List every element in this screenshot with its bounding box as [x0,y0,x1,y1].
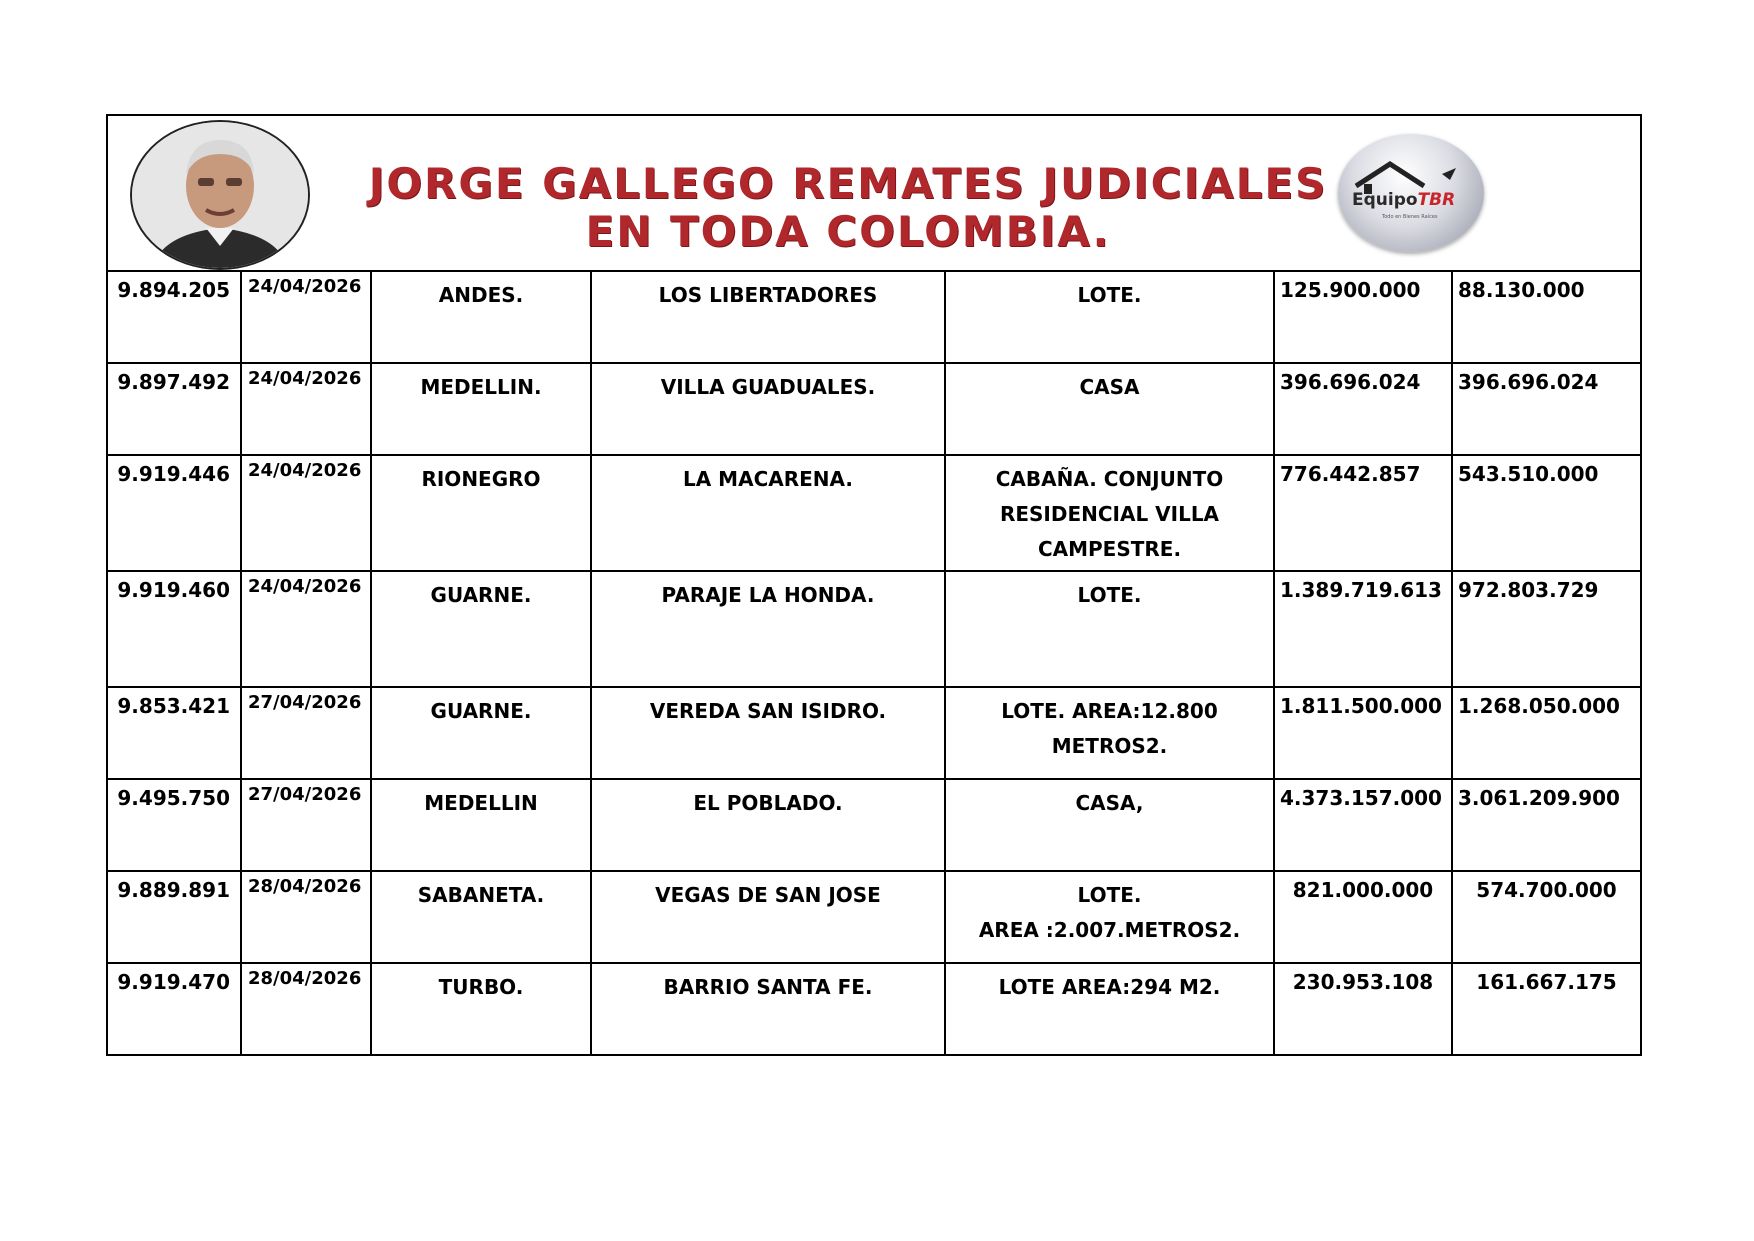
page-title [318,160,1378,256]
header-row [107,115,1641,271]
value2-cell: 161.667.175 [1452,963,1641,1055]
table-row [107,963,1641,1055]
code-cell: 9.919.470 [107,963,241,1055]
value2-cell: 972.803.729 [1452,571,1641,687]
value1-cell: 1.811.500.000 [1274,687,1452,779]
city-cell: GUARNE. [371,687,591,779]
table-row [107,363,1641,455]
property-cell: LOTE. [945,271,1274,363]
city-cell: GUARNE. [371,571,591,687]
city-cell: ANDES. [371,271,591,363]
brand-logo [1338,134,1484,252]
table-row [107,271,1641,363]
date-cell: 28/04/2026 [241,963,371,1055]
sector-cell: EL POBLADO. [591,779,945,871]
property-cell: CABAÑA. CONJUNTO RESIDENCIAL VILLA CAMPESTRE. [945,455,1274,571]
code-cell: 9.889.891 [107,871,241,963]
city-cell: MEDELLIN. [371,363,591,455]
table-row [107,571,1641,687]
logo-brand: Equipo [1352,190,1418,210]
value1-cell: 396.696.024 [1274,363,1452,455]
logo-tagline: Todo en Bienes Raíces [1382,214,1438,220]
value1-cell: 776.442.857 [1274,455,1452,571]
date-cell: 24/04/2026 [241,571,371,687]
property-cell: CASA, [945,779,1274,871]
sector-cell: LA MACARENA. [591,455,945,571]
city-cell: MEDELLIN [371,779,591,871]
code-cell: 9.919.460 [107,571,241,687]
title-line-1: JORGE GALLEGO REMATES JUDICIALES [368,159,1328,208]
property-cell [945,871,1274,963]
property-line-1: LOTE. [1077,883,1142,907]
table-row [107,455,1641,571]
property-cell: LOTE. AREA:12.800 METROS2. [945,687,1274,779]
value2-cell: 1.268.050.000 [1452,687,1641,779]
sector-cell: LOS LIBERTADORES [591,271,945,363]
value1-cell: 821.000.000 [1274,871,1452,963]
property-cell: LOTE AREA:294 M2. [945,963,1274,1055]
value1-cell: 230.953.108 [1274,963,1452,1055]
code-cell: 9.919.446 [107,455,241,571]
date-cell: 24/04/2026 [241,271,371,363]
value1-cell: 1.389.719.613 [1274,571,1452,687]
logo-brand-accent: TBR [1417,190,1456,210]
table-row [107,871,1641,963]
code-cell: 9.853.421 [107,687,241,779]
header-banner [107,115,1641,271]
property-cell: LOTE. [945,571,1274,687]
code-cell: 9.897.492 [107,363,241,455]
sector-cell: VILLA GUADUALES. [591,363,945,455]
value1-cell: 125.900.000 [1274,271,1452,363]
date-cell: 24/04/2026 [241,363,371,455]
date-cell: 28/04/2026 [241,871,371,963]
sector-cell: PARAJE LA HONDA. [591,571,945,687]
value2-cell: 543.510.000 [1452,455,1641,571]
property-line-2: AREA :2.007.METROS2. [978,918,1241,942]
auction-table [106,114,1642,1056]
code-cell: 9.495.750 [107,779,241,871]
value2-cell: 3.061.209.900 [1452,779,1641,871]
value2-cell: 574.700.000 [1452,871,1641,963]
city-cell: RIONEGRO [371,455,591,571]
logo-wordmark [1352,190,1455,210]
title-line-2: EN TODA COLOMBIA. [585,207,1111,256]
value2-cell: 88.130.000 [1452,271,1641,363]
sector-cell: VEGAS DE SAN JOSE [591,871,945,963]
date-cell: 27/04/2026 [241,779,371,871]
sector-cell: BARRIO SANTA FE. [591,963,945,1055]
auction-sheet [106,114,1640,1056]
table-row [107,779,1641,871]
table-row [107,687,1641,779]
property-cell: CASA [945,363,1274,455]
city-cell: TURBO. [371,963,591,1055]
value1-cell: 4.373.157.000 [1274,779,1452,871]
person-photo-icon [132,122,308,268]
avatar [130,120,310,270]
code-cell: 9.894.205 [107,271,241,363]
city-cell: SABANETA. [371,871,591,963]
date-cell: 24/04/2026 [241,455,371,571]
date-cell: 27/04/2026 [241,687,371,779]
sector-cell: VEREDA SAN ISIDRO. [591,687,945,779]
value2-cell: 396.696.024 [1452,363,1641,455]
